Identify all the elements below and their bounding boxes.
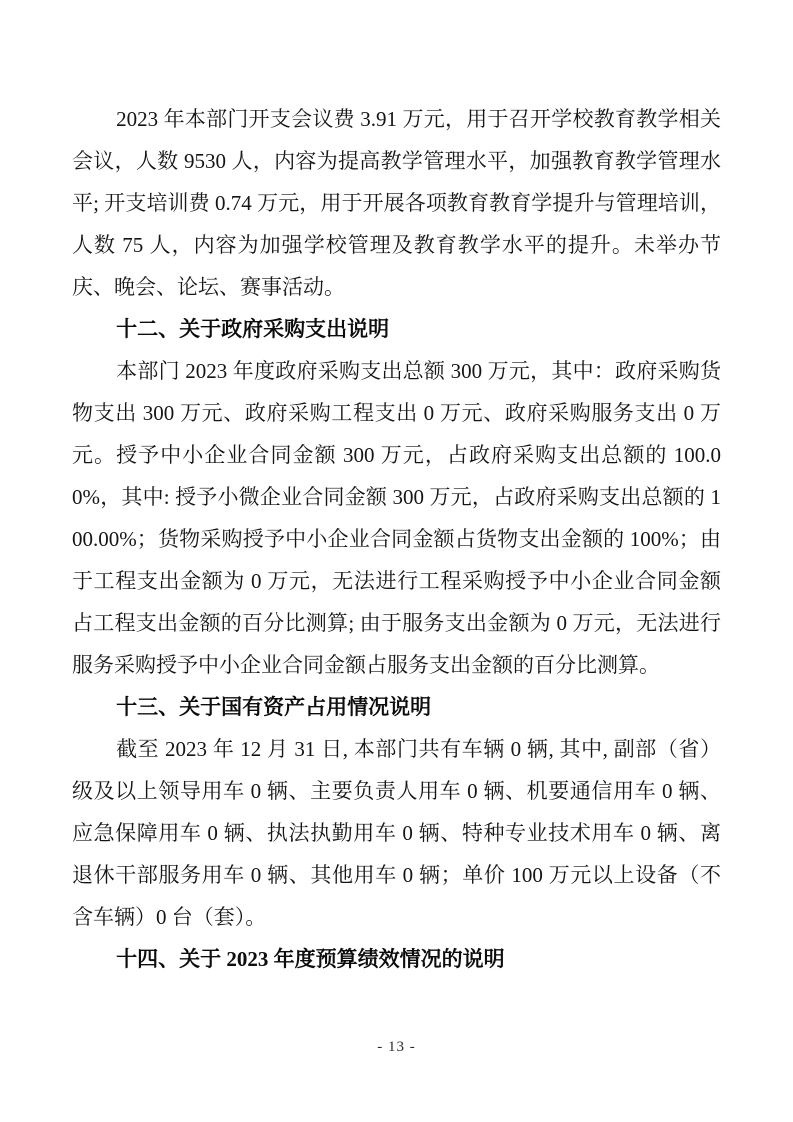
heading-section-13-state-assets: 十三、关于国有资产占用情况说明 xyxy=(116,695,432,719)
page-number: - 13 - xyxy=(377,1039,416,1055)
heading-section-14-budget-performance: 十四、关于 2023 年度预算绩效情况的说明 xyxy=(116,947,505,971)
paragraph-meeting-training-expense: 2023 年本部门开支会议费 3.91 万元，用于召开学校教育教学相关会议，人数 9530 人，内容为提高教学管理水平，加强教育教学管理水平; 开支培训费 0.74 万元，用于开展各项教育教育学提升与管理培训，人数 75 人，内容为加强学校管理及教育教学水平的提升。未举办节庆、晚会、论坛、赛事活动。 xyxy=(72,107,721,299)
paragraph-gov-procurement-detail: 本部门 2023 年度政府采购支出总额 300 万元，其中：政府采购货物支出 300 万元、政府采购工程支出 0 万元、政府采购服务支出 0 万元。授予中小企业合同金额 300 万元，占政府采购支出总额的 100.00%，其中: 授予小微企业合同金额 300 万元，占政府采购支出总额的 100.00%；货物采购授予中小企业合同金额占货物支出金额的 100%；由于工程支出金额为 0 万元，无法进行工程采购授予中小企业合同金额占工程支出金额的百分比测算; 由于服务支出金额为 0 万元，无法进行服务采购授予中小企业合同金额占服务支出金额的百分比测算。 xyxy=(72,359,721,677)
paragraph-state-assets-detail: 截至 2023 年 12 月 31 日, 本部门共有车辆 0 辆, 其中, 副部（省）级及以上领导用车 0 辆、主要负责人用车 0 辆、机要通信用车 0 辆、应急保障用车 0 辆、执法执勤用车 0 辆、特种专业技术用车 0 辆、离退休干部服务用车 0 辆、其他用车 0 辆；单价 100 万元以上设备（不含车辆）0 台（套）。 xyxy=(72,737,721,929)
document-body xyxy=(72,98,721,980)
heading-section-12-gov-procurement: 十二、关于政府采购支出说明 xyxy=(116,317,390,341)
